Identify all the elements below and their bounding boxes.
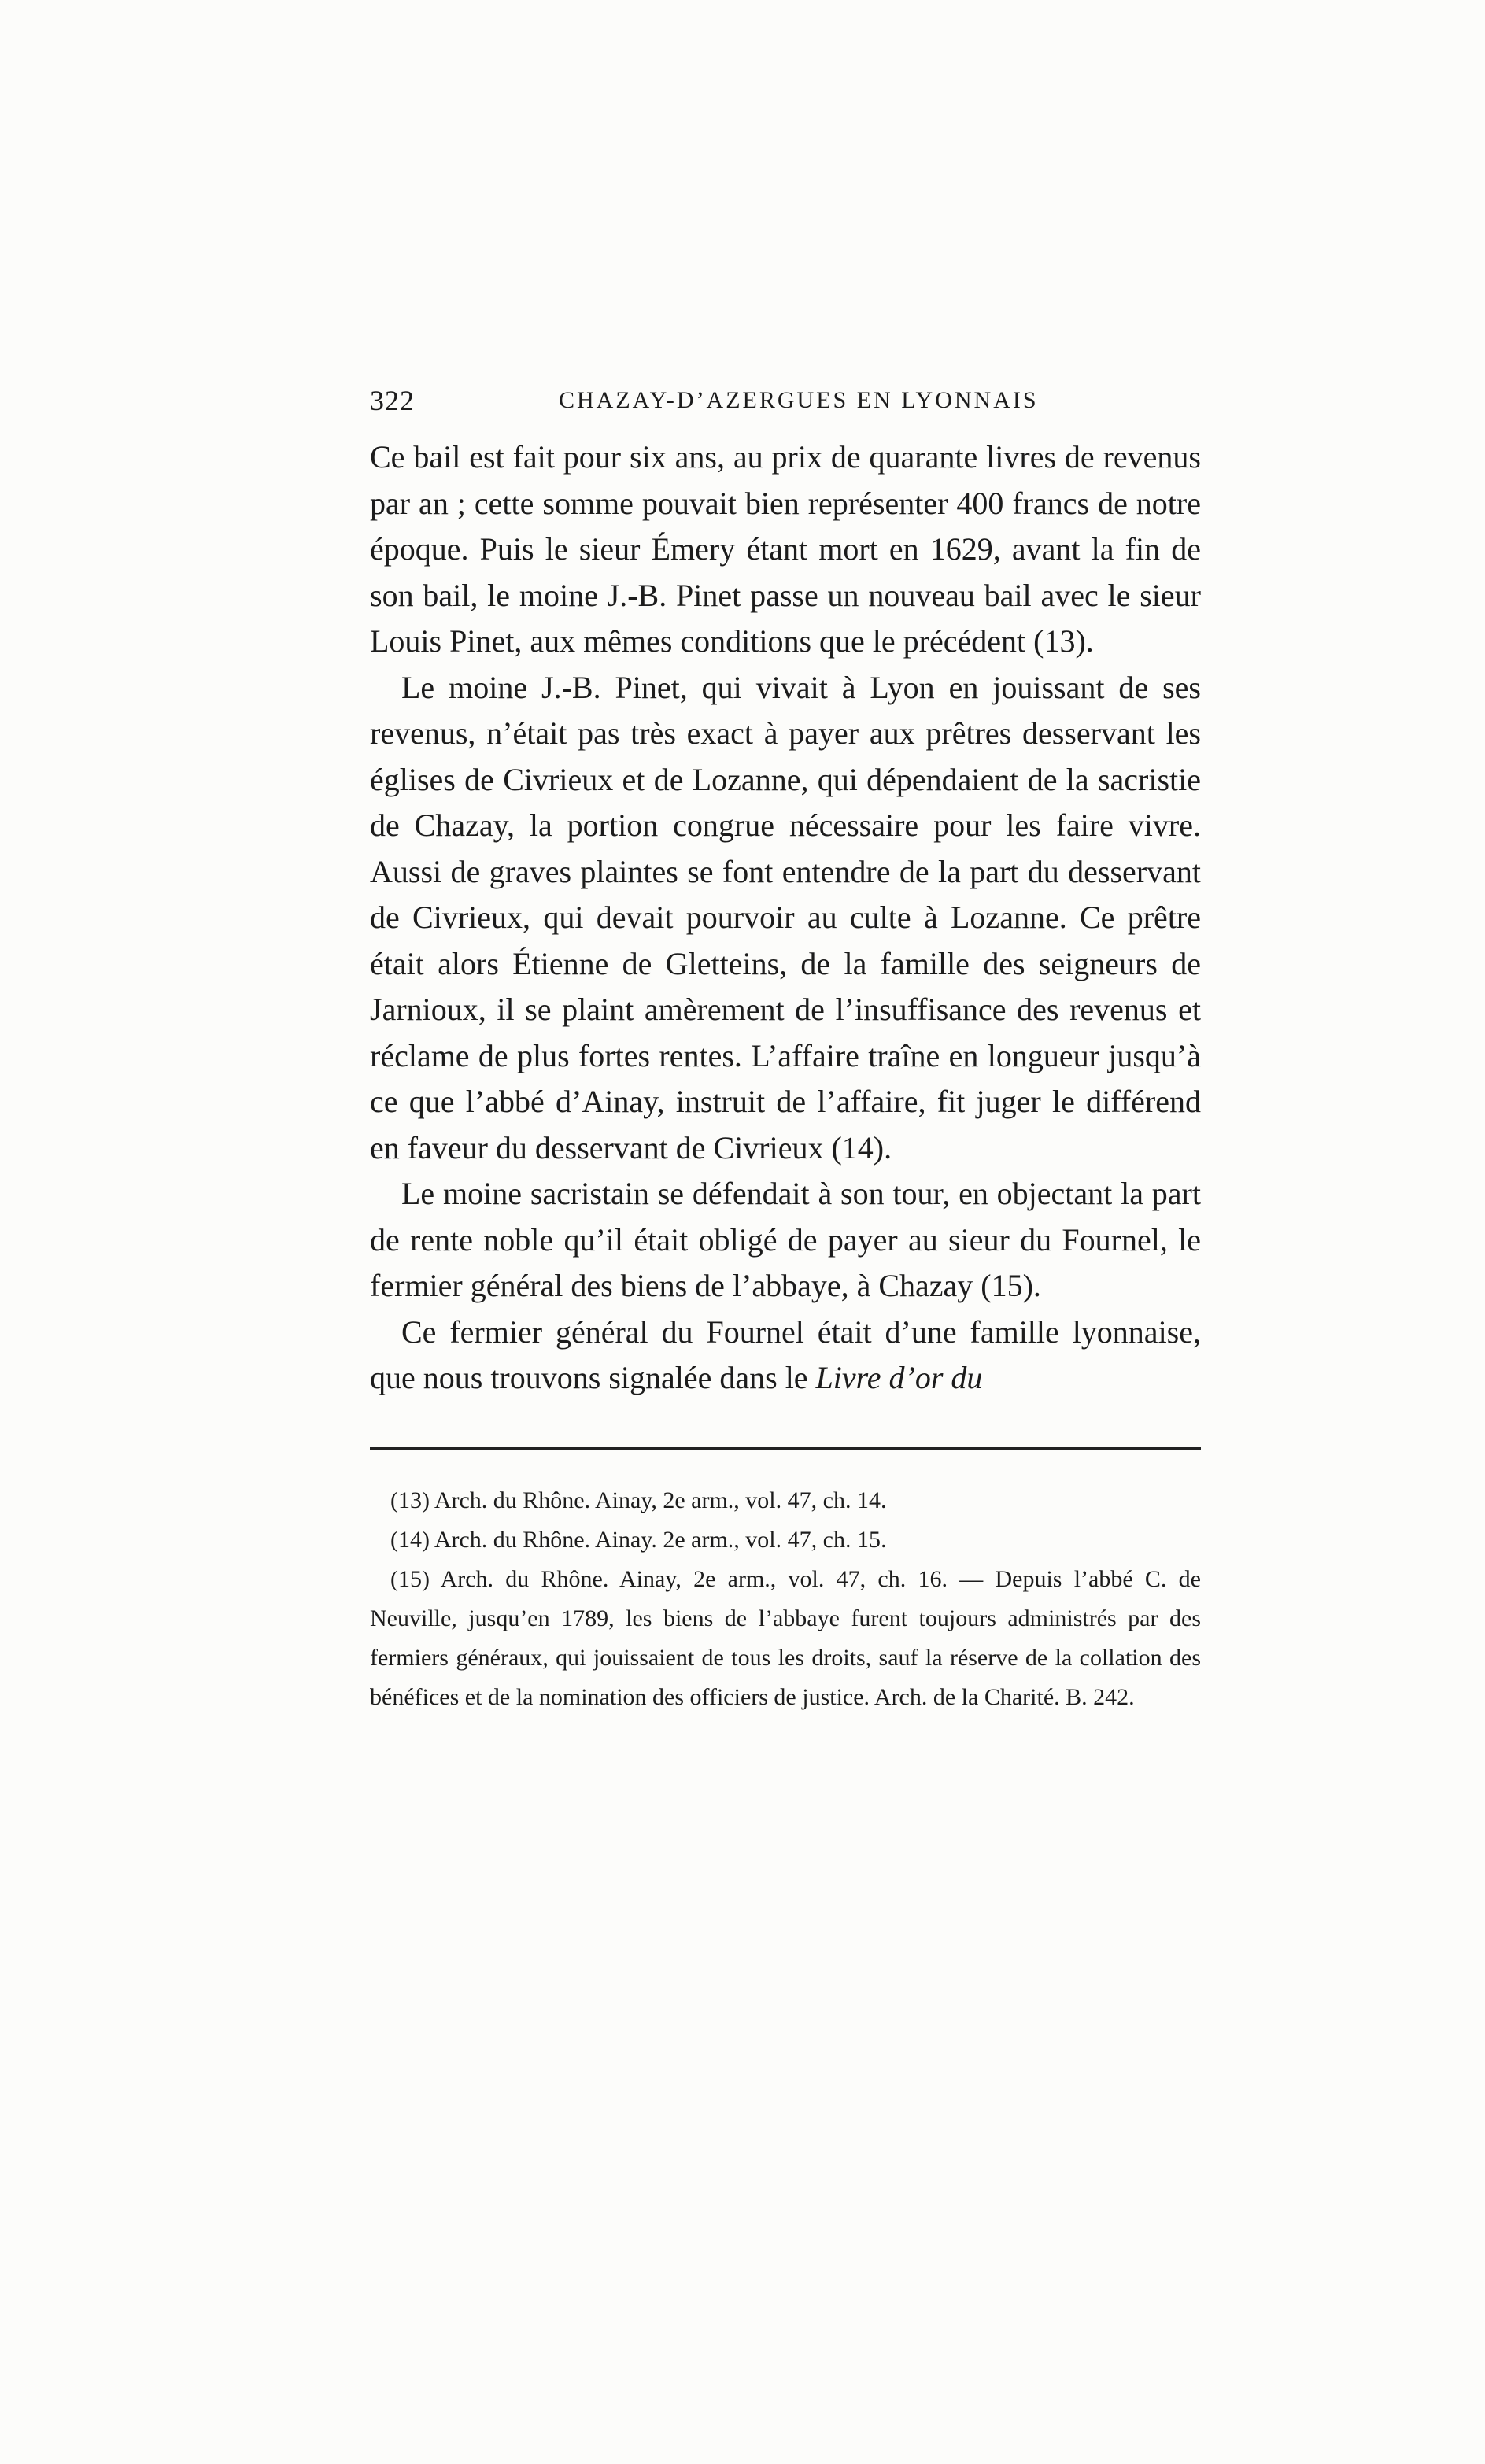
body-text [370, 434, 1201, 1402]
paragraph-1: Ce bail est fait pour six ans, au prix de quarante livres de revenus par an ; cette somme pouvait bien représenter 400 francs de notre époque. Puis le sieur Émery étant mort en 1629, avant la fin de son bail, le moine J.-B. Pinet passe un nouveau bail avec le sieur Louis Pinet, aux mêmes conditions que le précédent (13). [370, 439, 1201, 659]
paragraph-2: Le moine J.-B. Pinet, qui vivait à Lyon en jouissant de ses revenus, n’était pas très exact à payer aux prêtres desservant les églises de Civrieux et de Lozanne, qui dépendaient de la sacristie de Chazay, la portion congrue nécessaire pour les faire vivre. Aussi de graves plaintes se font entendre de la part du desservant de Civrieux, qui devait pourvoir au culte à Lozanne. Ce prêtre était alors Étienne de Gletteins, de la famille des seigneurs de Jarnioux, il se plaint amèrement de l’insuffisance des revenus et réclame de plus fortes rentes. L’affaire traîne en longueur jusqu’à ce que l’abbé d’Ainay, instruit de l’affaire, fit juger le différend en faveur du desservant de Civrieux (14). [370, 669, 1201, 1166]
paragraph-4-text: Ce fermier général du Fournel était d’une famille lyonnaise, que nous trouvons signalée dans le [370, 1313, 1201, 1395]
footnote-13: (13) Arch. du Rhône. Ainay, 2e arm., vol. 47, ch. 14. [390, 1487, 887, 1513]
book-page [370, 384, 1201, 1717]
page-number: 322 [370, 385, 415, 416]
footnote-15: (15) Arch. du Rhône. Ainay, 2e arm., vol. 47, ch. 16. — Depuis l’abbé C. de Neuville, jusqu’en 1789, les biens de l’abbaye furent toujours administrés par des fermiers généraux, qui jouissaient de tous les droits, sauf la réserve de la collation des bénéfices et de la nomination des officiers de justice. Arch. de la Charité. B. 242. [370, 1565, 1201, 1710]
book-title-italic: Livre d’or du [815, 1360, 983, 1395]
footnote-14: (14) Arch. du Rhône. Ainay. 2e arm., vol. 47, ch. 15. [390, 1526, 887, 1553]
paragraph-4 [370, 1310, 1201, 1402]
footnote-rule [370, 1447, 1201, 1450]
running-title: CHAZAY-D’AZERGUES EN LYONNAIS [559, 387, 1039, 413]
footnotes [370, 1481, 1201, 1717]
paragraph-3: Le moine sacristain se défendait à son tour, en objectant la part de rente noble qu’il était obligé de payer au sieur du Fournel, le fermier général des biens de l’abbaye, à Chazay (15). [370, 1176, 1201, 1303]
running-head [370, 384, 1201, 431]
